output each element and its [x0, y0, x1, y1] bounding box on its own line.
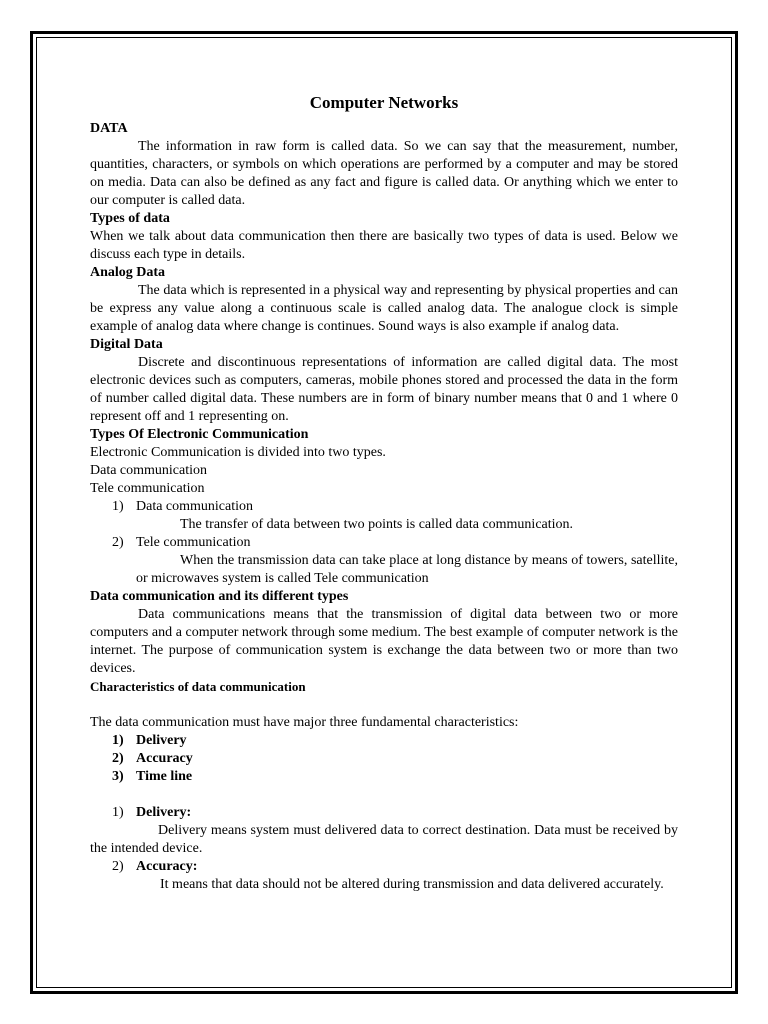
list-description: The transfer of data between two points is called data communication. — [180, 517, 574, 532]
list-label: Tele communication — [136, 535, 251, 550]
analog-paragraph: The data which is represented in a physical way and representing by physical properties and can be express any value along a continuous scale is called analog data. The analogue clock is simple example of analog data where change is continues. Sound ways is also example if analog data. — [90, 283, 678, 334]
electronic-line: Data communication — [90, 463, 208, 478]
data-heading: DATA — [90, 121, 128, 136]
list-item — [90, 804, 678, 822]
list-description: When the transmission data can take place at long distance by means of towers, satellite, or microwaves system is called Tele communication — [136, 553, 678, 586]
types-paragraph: When we talk about data communication then there are basically two types of data is used. Below we discuss each type in details. — [90, 229, 678, 262]
list-number: 1) — [112, 499, 124, 514]
document-body — [90, 92, 678, 894]
list-number: 2) — [112, 859, 124, 874]
electronic-line: Tele communication — [90, 481, 205, 496]
delivery-description: Delivery means system must delivered data to correct destination. Data must be received by the intended device. — [90, 823, 678, 856]
list-label: Time line — [136, 769, 193, 784]
list-number: 1) — [112, 733, 124, 748]
electronic-heading: Types Of Electronic Communication — [90, 427, 309, 442]
digital-paragraph: Discrete and discontinuous representations of information are called digital data. The most electronic devices such as computers, cameras, mobile phones stored and processed the data in the form of number called digital data. These numbers are in form of binary number means that 0 and 1 where 0 represent off and 1 representing on. — [90, 355, 678, 424]
list-item — [90, 534, 678, 552]
list-number: 1) — [112, 805, 124, 820]
list-label: Data communication — [136, 499, 254, 514]
list-item — [90, 858, 678, 876]
data-communication-paragraph: Data communications means that the transmission of digital data between two or more computers and a computer network through some medium. The best example of computer network is the internet. The purpose of communication system is exchange the data between two or more than two devices. — [90, 607, 678, 676]
list-item — [90, 750, 678, 768]
list-label: Delivery — [136, 733, 187, 748]
types-heading: Types of data — [90, 211, 170, 226]
data-paragraph: The information in raw form is called data. So we can say that the measurement, number, quantities, characters, or symbols on which operations are performed by a computer and may be stored on media. Data can also be defined as any fact and figure is called data. Or anything which we enter to our computer is called data. — [90, 139, 678, 208]
list-number: 3) — [112, 769, 124, 784]
list-item — [90, 498, 678, 516]
list-label: Accuracy: — [136, 859, 198, 874]
list-label: Accuracy — [136, 751, 193, 766]
list-item — [90, 732, 678, 750]
list-number: 2) — [112, 751, 124, 766]
electronic-line: Electronic Communication is divided into two types. — [90, 445, 386, 460]
data-communication-heading: Data communication and its different types — [90, 589, 349, 604]
accuracy-description: It means that data should not be altered during transmission and data delivered accurately. — [160, 877, 664, 892]
analog-heading: Analog Data — [90, 265, 166, 280]
digital-heading: Digital Data — [90, 337, 163, 352]
list-item — [90, 768, 678, 786]
list-number: 2) — [112, 535, 124, 550]
list-label: Delivery: — [136, 805, 192, 820]
page-title: Computer Networks — [309, 93, 459, 112]
characteristics-intro: The data communication must have major three fundamental characteristics: — [90, 715, 519, 730]
characteristics-heading: Characteristics of data communication — [90, 679, 306, 694]
